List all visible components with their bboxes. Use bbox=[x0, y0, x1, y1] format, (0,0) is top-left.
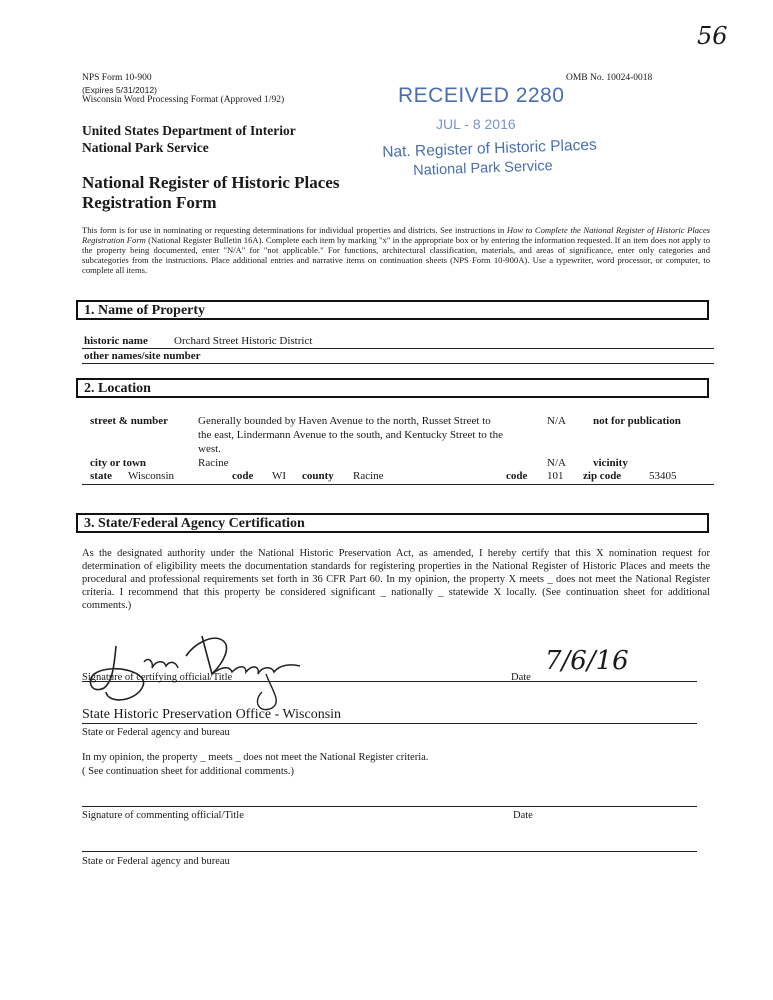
comment-date-label: Date bbox=[513, 810, 533, 821]
comment-signature-label: Signature of commenting official/Title bbox=[82, 810, 244, 821]
state-label: state bbox=[90, 470, 112, 482]
comment-signature-line bbox=[82, 806, 697, 807]
divider bbox=[82, 363, 714, 364]
page-number: 56 bbox=[697, 22, 728, 50]
divider bbox=[82, 348, 714, 349]
form-format: Wisconsin Word Processing Format (Approved 1/92) bbox=[82, 95, 285, 105]
city-value: Racine bbox=[198, 457, 229, 469]
street-value-2: the east, Lindermann Avenue to the south, and Kentucky Street to the bbox=[198, 429, 503, 441]
na-vicinity: N/A bbox=[547, 457, 566, 469]
stamp-line-2: National Park Service bbox=[413, 158, 553, 179]
section-3-header: 3. State/Federal Agency Certification bbox=[76, 513, 709, 533]
historic-name-value: Orchard Street Historic District bbox=[174, 335, 313, 347]
state-code-label: code bbox=[232, 470, 254, 482]
section-1-header: 1. Name of Property bbox=[76, 300, 709, 320]
signature-image bbox=[82, 622, 322, 714]
form-expires: (Expires 5/31/2012) bbox=[82, 85, 157, 95]
form-number: NPS Form 10-900 bbox=[82, 73, 152, 83]
divider bbox=[82, 484, 714, 485]
form-title-1: National Register of Historic Places bbox=[82, 173, 340, 192]
form-title-2: Registration Form bbox=[82, 193, 217, 212]
omb-number: OMB No. 10024-0018 bbox=[566, 73, 653, 83]
street-value-1: Generally bounded by Haven Avenue to the north, Russet Street to bbox=[198, 415, 491, 427]
department: United States Department of Interior bbox=[82, 123, 296, 138]
historic-name-label: historic name bbox=[84, 335, 148, 347]
zip-label: zip code bbox=[583, 470, 622, 482]
other-names-label: other names/site number bbox=[84, 350, 201, 362]
not-for-publication-label: not for publication bbox=[593, 415, 681, 427]
signature-label: Signature of certifying official/Title bbox=[82, 672, 233, 683]
intro-paragraph: This form is for use in nominating or requesting determinations for individual properties and districts. See instructions in How to Complete the National Register of Historic Places Registration Form (National Register Bulletin 16A). Complete each item by marking "x" in the appropriate box or by entering the information requested. If an item does not apply to the property being documented, enter "N/A" for "not applicable." For functions, architectural classification, materials, and areas of significance, enter only categories and subcategories from the instructions. Place additional entries and narrative items on continuation sheets (NPS Form 10-900A). Use a typewriter, word processor, or computer, to complete all items. bbox=[82, 225, 710, 275]
zip-value: 53405 bbox=[649, 470, 677, 482]
county-value: Racine bbox=[353, 470, 384, 482]
street-value-3: west. bbox=[198, 443, 221, 455]
date-value: 7/6/16 bbox=[545, 646, 629, 676]
county-code-label: code bbox=[506, 470, 528, 482]
certification-paragraph: As the designated authority under the National Historic Preservation Act, as amended, I hereby certify that this X nomination request for determination of eligibility meets the documentation standards for registering properties in the National Register of Historic Places and meets the procedural and professional requirements set forth in 36 CFR Part 60. In my opinion, the property X meets _ does not meet the National Register criteria. I recommend that this property be considered significant _ nationally _ statewide X locally. (See continuation sheet for additional comments.) bbox=[82, 548, 710, 611]
street-label: street & number bbox=[90, 415, 168, 427]
state-value: Wisconsin bbox=[128, 470, 174, 482]
na-publication: N/A bbox=[547, 415, 566, 427]
bureau2-line bbox=[82, 851, 697, 852]
bureau-label: State or Federal agency and bureau bbox=[82, 727, 230, 738]
stamp-date: JUL - 8 2016 bbox=[436, 116, 516, 132]
vicinity-label: vicinity bbox=[593, 457, 628, 469]
bureau2-label: State or Federal agency and bureau bbox=[82, 856, 230, 867]
county-label: county bbox=[302, 470, 334, 482]
date-label: Date bbox=[511, 672, 531, 683]
divider bbox=[82, 723, 697, 724]
section-2-header: 2. Location bbox=[76, 378, 709, 398]
county-code-value: 101 bbox=[547, 470, 564, 482]
opinion-continuation: ( See continuation sheet for additional comments.) bbox=[82, 766, 294, 777]
city-label: city or town bbox=[90, 457, 147, 469]
received-stamp: RECEIVED 2280 bbox=[398, 84, 565, 107]
stamp-line-1: Nat. Register of Historic Places bbox=[382, 136, 597, 161]
certifying-office: State Historic Preservation Office - Wisconsin bbox=[82, 707, 342, 722]
opinion-text: In my opinion, the property _ meets _ does not meet the National Register criteria. bbox=[82, 752, 429, 763]
state-code-value: WI bbox=[272, 470, 287, 482]
service: National Park Service bbox=[82, 140, 209, 155]
